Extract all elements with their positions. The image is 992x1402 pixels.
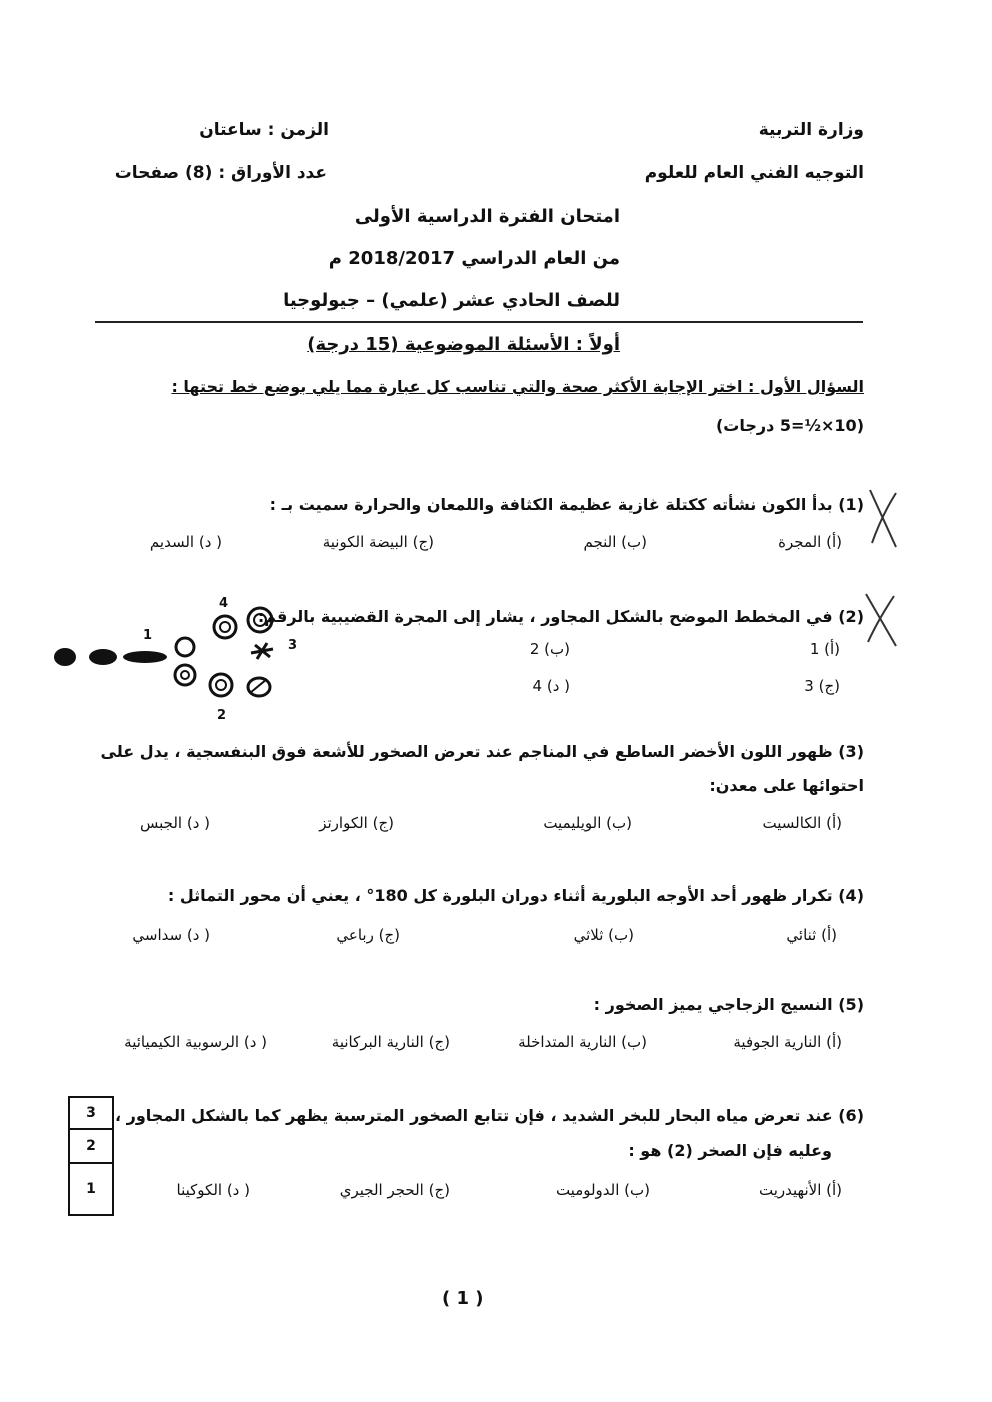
rock-layer-2: 2 — [68, 1130, 114, 1164]
question-marks: (10×½=5 درجات) — [715, 416, 864, 435]
q5-option-a[interactable]: (أ) النارية الجوفية — [733, 1033, 842, 1051]
q3-option-d[interactable]: ( د) الجبس — [140, 814, 210, 832]
q1-option-a[interactable]: (أ) المجرة — [778, 533, 842, 551]
grade-subject: للصف الحادي عشر (علمي) – جيولوجيا — [283, 290, 620, 311]
question-one-title: السؤال الأول : اختر الإجابة الأكثر صحة والتي تناسب كل عبارة مما يلي بوضع خط تحتها : — [171, 377, 864, 396]
q1-option-b[interactable]: (ب) النجم — [583, 533, 647, 551]
q2-stem: (2) في المخطط الموضح بالشكل المجاور ، يشار إلى المجرة القضيبية بالرقم: — [257, 607, 864, 626]
supervision-name: التوجيه الفني العام للعلوم — [644, 163, 864, 183]
q2-option-d[interactable]: ( د) 4 — [532, 677, 570, 695]
q2-option-b[interactable]: (ب) 2 — [529, 640, 570, 658]
q2-option-c[interactable]: (ج) 3 — [804, 677, 840, 695]
q3-option-a[interactable]: (أ) الكالسيت — [762, 814, 842, 832]
cross-mark-icon — [860, 590, 900, 650]
section-title: أولاً : الأسئلة الموضوعية (15 درجة) — [307, 334, 620, 355]
header-divider — [95, 321, 863, 323]
galaxy-label-4: 4 — [219, 596, 229, 611]
q4-option-b[interactable]: (ب) ثلاثي — [573, 926, 634, 944]
q1-option-d[interactable]: ( د) السديم — [149, 533, 222, 551]
exam-time: الزمن : ساعتان — [199, 120, 329, 140]
page-count: عدد الأوراق : (8) صفحات — [114, 163, 327, 183]
q6-option-a[interactable]: (أ) الأنهيدريت — [759, 1181, 842, 1199]
q5-option-c[interactable]: (ج) النارية البركانية — [331, 1033, 450, 1051]
q1-option-c[interactable]: (ج) البيضة الكونية — [322, 533, 434, 551]
q5-option-b[interactable]: (ب) النارية المتداخلة — [518, 1033, 647, 1051]
q4-option-c[interactable]: (ج) رباعي — [336, 926, 400, 944]
q5-stem: (5) النسيج الزجاجي يميز الصخور : — [593, 995, 864, 1014]
q6-stem: (6) عند تعرض مياه البحار للبخر الشديد ، فإن تتابع الصخور المترسبة يظهر كما بالشكل المجاور ، — [114, 1106, 864, 1125]
q3-option-b[interactable]: (ب) الويليميت — [543, 814, 632, 832]
q4-option-a[interactable]: (أ) ثنائي — [786, 926, 837, 944]
q6-option-b[interactable]: (ب) الدولوميت — [555, 1181, 650, 1199]
galaxy-classification-diagram — [45, 595, 305, 725]
q5-option-d[interactable]: ( د) الرسوبية الكيميائية — [124, 1033, 267, 1051]
galaxy-label-1: 1 — [143, 628, 153, 643]
q4-option-d[interactable]: ( د) سداسي — [132, 926, 210, 944]
q6-option-d[interactable]: ( د) الكوكينا — [176, 1181, 250, 1199]
galaxy-label-2: 2 — [217, 708, 227, 723]
q1-stem: (1) بدأ الكون نشأته ككتلة غازية عظيمة الكثافة واللمعان والحرارة سميت بـ : — [269, 495, 864, 514]
q4-stem: (4) تكرار ظهور أحد الأوجه البلورية أثناء دوران البلورة كل 180° ، يعني أن محور التماثل : — [167, 886, 864, 905]
page-number: ( 1 ) — [442, 1288, 484, 1309]
q3-option-c[interactable]: (ج) الكوارتز — [319, 814, 394, 832]
ministry-name: وزارة التربية — [758, 120, 864, 140]
galaxy-label-3: 3 — [288, 638, 298, 653]
q2-option-a[interactable]: (أ) 1 — [809, 640, 840, 658]
rock-layer-3: 3 — [68, 1096, 114, 1130]
rock-layer-1: 1 — [68, 1164, 114, 1216]
cross-mark-icon — [862, 485, 902, 555]
q3-stem: (3) ظهور اللون الأخضر الساطع في المناجم عند تعرض الصخور للأشعة فوق البنفسجية ، يدل على — [100, 742, 864, 761]
q6-stem-continued: وعليه فإن الصخر (2) هو : — [628, 1141, 832, 1160]
q6-option-c[interactable]: (ج) الحجر الجيري — [339, 1181, 450, 1199]
exam-title: امتحان الفترة الدراسية الأولى — [354, 206, 620, 227]
q3-stem-continued: احتوائها على معدن: — [709, 776, 864, 795]
academic-year: من العام الدراسي 2018/2017 م — [328, 248, 620, 269]
